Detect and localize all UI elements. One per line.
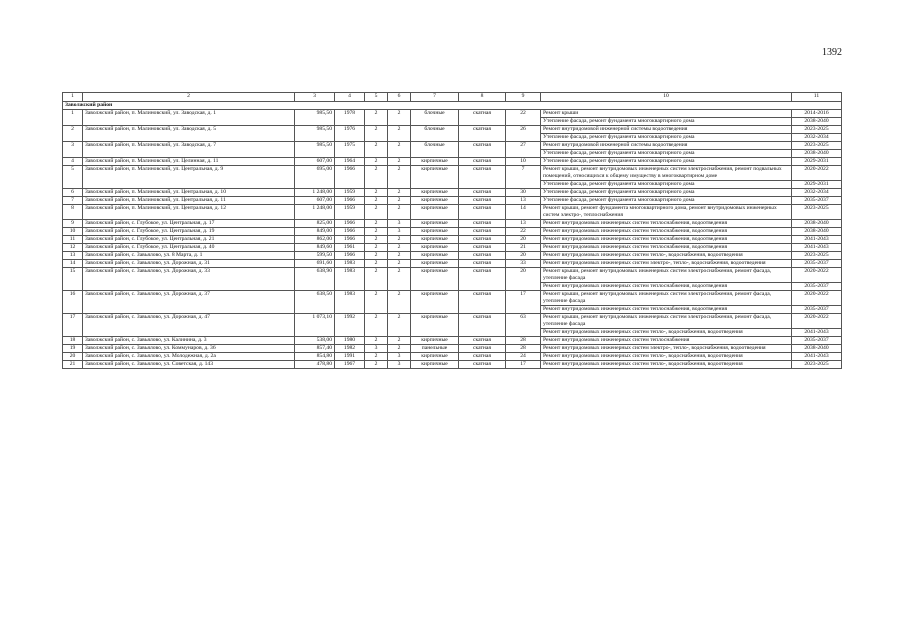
year-built-cell: 1983 [335,268,365,291]
flats-count-cell: 28 [506,345,541,353]
entrances-cell: 2 [388,189,411,197]
entrances-cell: 3 [388,361,411,369]
area-cell: 691,60 [295,260,335,268]
work-period-cell: 2038-2040 [792,118,842,126]
work-description-cell: Ремонт крыши, ремонт внутридомовых инженерных систем электроснабжения, ремонт фасада, утепление фасада [541,268,792,283]
wall-material-cell: кирпичные [411,228,459,236]
address-cell: Заволжский район, с. Глубокое, ул. Центральная, д. 19 [83,228,295,236]
row-number-cell: 10 [63,228,83,236]
work-description-cell: Ремонт внутридомовых инженерных систем электро-, тепло-, водоснабжения, водоотведения [541,260,792,268]
area-cell: 985,50 [295,110,335,126]
wall-material-cell: панельные [411,345,459,353]
roof-type-cell: скатная [459,220,506,228]
area-cell: 985,50 [295,126,335,142]
address-cell: Заволжский район, п. Малиновский, ул. Заводская, д. 5 [83,126,295,142]
year-built-cell: 1966 [335,252,365,260]
floors-cell: 2 [365,158,388,166]
roof-type-cell: скатная [459,236,506,244]
roof-type-cell: скатная [459,260,506,268]
table-row [63,291,842,306]
entrances-cell: 2 [388,142,411,158]
address-cell: Заволжский район, с. Завьялово, ул. Советская, д. 143 [83,361,295,369]
flats-count-cell: 30 [506,189,541,197]
table-row [63,361,842,369]
row-number-cell: 13 [63,252,83,260]
floors-cell: 2 [365,260,388,268]
table-row [63,110,842,118]
address-cell: Заволжский район, с. Завьялово, ул. Молодежная, д. 2а [83,353,295,361]
flats-count-cell: 20 [506,268,541,291]
work-period-cell: 2038-2040 [792,345,842,353]
area-cell: 854,80 [295,353,335,361]
work-period-cell: 2038-2040 [792,220,842,228]
address-cell: Заволжский район, п. Малиновский, ул. Центральная, д. 11 [83,197,295,205]
roof-type-cell: скатная [459,244,506,252]
wall-material-cell: блочные [411,142,459,158]
work-period-cell: 2020-2022 [792,166,842,181]
table-row [63,244,842,252]
flats-count-cell: 33 [506,260,541,268]
year-built-cell: 1959 [335,189,365,197]
work-period-cell: 2035-2037 [792,306,842,314]
column-header-11: 11 [792,93,842,102]
work-period-cell: 2041-2043 [792,353,842,361]
entrances-cell: 2 [388,345,411,353]
entrances-cell: 3 [388,220,411,228]
roof-type-cell: скатная [459,353,506,361]
wall-material-cell: кирпичные [411,291,459,314]
table-body [63,102,842,369]
roof-type-cell: скатная [459,126,506,142]
address-cell: Заволжский район, с. Завьялово, ул. 8 Марта, д. 1 [83,252,295,260]
wall-material-cell: кирпичные [411,314,459,337]
wall-material-cell: кирпичные [411,337,459,345]
year-built-cell: 1980 [335,337,365,345]
work-description-cell: Ремонт внутридомовых инженерных систем теплоснабжения, водоотведения [541,283,792,291]
work-period-cell: 2023-2025 [792,361,842,369]
work-description-cell: Ремонт внутридомовой инженерной системы водоотведения [541,142,792,150]
address-cell: Заволжский район, с. Завьялово, ул. Дорожная, д. 47 [83,314,295,337]
work-period-cell: 2020-2022 [792,314,842,329]
work-period-cell: 2029-2031 [792,158,842,166]
area-cell: 607,00 [295,158,335,166]
year-built-cell: 1966 [335,166,365,189]
district-row [63,102,842,110]
entrances-cell: 2 [388,268,411,291]
flats-count-cell: 13 [506,197,541,205]
wall-material-cell: кирпичные [411,236,459,244]
entrances-cell: 2 [388,197,411,205]
work-description-cell: Утепление фасада, ремонт фундамента многоквартирного дома [541,158,792,166]
column-header-5: 5 [365,93,388,102]
address-cell: Заволжский район, п. Малиновский, ул. Целинная, д. 11 [83,158,295,166]
work-description-cell: Утепление фасада, ремонт фундамента многоквартирного дома [541,150,792,158]
work-description-cell: Утепление фасада, ремонт фундамента многоквартирного дома [541,189,792,197]
table-row [63,337,842,345]
row-number-cell: 7 [63,197,83,205]
address-cell: Заволжский район, с. Завьялово, ул. Дорожная, д. 37 [83,291,295,314]
work-description-cell: Утепление фасада, ремонт фундамента многоквартирного дома [541,118,792,126]
entrances-cell: 3 [388,228,411,236]
wall-material-cell: кирпичные [411,353,459,361]
row-number-cell: 21 [63,361,83,369]
year-built-cell: 1976 [335,126,365,142]
floors-cell: 2 [365,126,388,142]
address-cell: Заволжский район, с. Завьялово, ул. Коммунаров, д. 36 [83,345,295,353]
table-row [63,314,842,329]
work-description-cell: Ремонт внутридомовых инженерных систем тепло-, водоснабжения, водоотведения [541,329,792,337]
work-period-cell: 2014-2016 [792,110,842,118]
row-number-cell: 12 [63,244,83,252]
row-number-cell: 14 [63,260,83,268]
row-number-cell: 5 [63,166,83,189]
work-period-cell: 2023-2025 [792,252,842,260]
table-row [63,228,842,236]
work-period-cell: 2029-2031 [792,181,842,189]
year-built-cell: 1966 [335,228,365,236]
address-cell: Заволжский район, п. Малиновский, ул. Центральная, д. 12 [83,205,295,220]
work-description-cell: Ремонт внутридомовых инженерных систем теплоснабжения, водоотведения [541,236,792,244]
floors-cell: 2 [365,228,388,236]
flats-count-cell: 24 [506,353,541,361]
entrances-cell: 2 [388,166,411,189]
year-built-cell: 1991 [335,353,365,361]
year-built-cell: 1959 [335,205,365,220]
wall-material-cell: кирпичные [411,244,459,252]
area-cell: 638,90 [295,268,335,291]
roof-type-cell: скатная [459,197,506,205]
table-row [63,189,842,197]
floors-cell: 2 [365,252,388,260]
address-cell: Заволжский район, с. Глубокое, ул. Центральная, д. 40 [83,244,295,252]
year-built-cell: 1966 [335,220,365,228]
area-cell: 638,50 [295,291,335,314]
row-number-cell: 2 [63,126,83,142]
work-period-cell: 2035-2037 [792,197,842,205]
year-built-cell: 1966 [335,236,365,244]
wall-material-cell: кирпичные [411,166,459,189]
year-built-cell: 1964 [335,158,365,166]
work-period-cell: 2023-2025 [792,142,842,150]
entrances-cell: 2 [388,236,411,244]
year-built-cell: 1966 [335,197,365,205]
table-row [63,252,842,260]
roof-type-cell: скатная [459,142,506,158]
flats-count-cell: 22 [506,110,541,126]
address-cell: Заволжский район, с. Завьялово, ул. Калинина, д. 3 [83,337,295,345]
entrances-cell: 2 [388,110,411,126]
address-cell: Заволжский район, с. Глубокое, ул. Центральная, д. 17 [83,220,295,228]
wall-material-cell: блочные [411,126,459,142]
work-description-cell: Ремонт внутридомовых инженерных систем тепло-, водоснабжения, водоотведения [541,353,792,361]
work-description-cell: Утепление фасада, ремонт фундамента многоквартирного дома [541,181,792,189]
entrances-cell: 2 [388,158,411,166]
area-cell: 857,40 [295,345,335,353]
address-cell: Заволжский район, п. Малиновский, ул. Заводская, д. 1 [83,110,295,126]
work-period-cell: 2038-2040 [792,228,842,236]
work-description-cell: Утепление фасада, ремонт фундамента многоквартирного дома [541,197,792,205]
work-description-cell: Ремонт крыши, ремонт внутридомовых инженерных систем электроснабжения, ремонт фасада, утепление фасада [541,291,792,306]
row-number-cell: 11 [63,236,83,244]
flats-count-cell: 22 [506,228,541,236]
floors-cell: 2 [365,110,388,126]
floors-cell: 2 [365,291,388,314]
address-cell: Заволжский район, с. Глубокое, ул. Центральная, д. 21 [83,236,295,244]
work-period-cell: 2023-2025 [792,205,842,220]
year-built-cell: 1983 [335,291,365,314]
flats-count-cell: 28 [506,337,541,345]
work-period-cell: 2020-2022 [792,291,842,306]
wall-material-cell: блочные [411,110,459,126]
table-row [63,268,842,283]
year-built-cell: 1967 [335,361,365,369]
year-built-cell: 1961 [335,244,365,252]
entrances-cell: 2 [388,205,411,220]
roof-type-cell: скатная [459,166,506,189]
year-built-cell: 1983 [335,260,365,268]
year-built-cell: 1982 [335,345,365,353]
floors-cell: 2 [365,361,388,369]
area-cell: 478,80 [295,361,335,369]
entrances-cell: 3 [388,353,411,361]
wall-material-cell: кирпичные [411,260,459,268]
wall-material-cell: кирпичные [411,205,459,220]
roof-type-cell: скатная [459,361,506,369]
floors-cell: 3 [365,345,388,353]
year-built-cell: 1992 [335,314,365,337]
address-cell: Заволжский район, с. Завьялово, ул. Дорожная, д. 33 [83,268,295,291]
work-description-cell: Ремонт внутридомовых инженерных систем тепло-, водоснабжения, водоотведения [541,361,792,369]
table-row [63,197,842,205]
work-description-cell: Ремонт внутридомовых инженерных систем теплоснабжения [541,337,792,345]
table-row [63,166,842,181]
entrances-cell: 2 [388,126,411,142]
area-cell: 985,50 [295,142,335,158]
work-period-cell: 2035-2037 [792,260,842,268]
work-description-cell: Ремонт внутридомовых инженерных систем теплоснабжения, водоотведения [541,220,792,228]
wall-material-cell: кирпичные [411,197,459,205]
roof-type-cell: скатная [459,189,506,197]
floors-cell: 2 [365,337,388,345]
wall-material-cell: кирпичные [411,252,459,260]
row-number-cell: 4 [63,158,83,166]
work-description-cell: Ремонт внутридомовых инженерных систем электро-, тепло-, водоснабжения, водоотведения [541,345,792,353]
work-period-cell: 2020-2022 [792,268,842,283]
row-number-cell: 8 [63,205,83,220]
flats-count-cell: 20 [506,236,541,244]
work-period-cell: 2041-2043 [792,236,842,244]
address-cell: Заволжский район, п. Малиновский, ул. Центральная, д. 9 [83,166,295,189]
work-description-cell: Ремонт внутридомовых инженерных систем тепло-, водоснабжения, водоотведения [541,252,792,260]
table-header [63,93,842,102]
address-cell: Заволжский район, п. Малиновский, ул. Заводская, д. 7 [83,142,295,158]
area-cell: 599,50 [295,252,335,260]
area-cell: 849,60 [295,244,335,252]
floors-cell: 2 [365,353,388,361]
roof-type-cell: скатная [459,158,506,166]
roof-type-cell: скатная [459,252,506,260]
row-number-cell: 20 [63,353,83,361]
area-cell: 538,00 [295,337,335,345]
floors-cell: 2 [365,314,388,337]
housing-register-table [62,92,842,369]
row-number-cell: 19 [63,345,83,353]
roof-type-cell: скатная [459,228,506,236]
work-period-cell: 2035-2037 [792,283,842,291]
column-header-9: 9 [506,93,541,102]
table-row [63,260,842,268]
flats-count-cell: 27 [506,142,541,158]
work-period-cell: 2032-2034 [792,134,842,142]
entrances-cell: 2 [388,244,411,252]
work-description-cell: Ремонт внутридомовых инженерных систем теплоснабжения, водоотведения [541,306,792,314]
floors-cell: 2 [365,189,388,197]
area-cell: 607,00 [295,197,335,205]
page-number: 1392 [822,47,842,58]
work-description-cell: Ремонт крыши, ремонт внутридомовых инженерных систем электроснабжения, ремонт подвальных помещений, относящихся к общему имуществу в многоквартирном доме [541,166,792,181]
table-row [63,345,842,353]
work-description-cell: Утепление фасада, ремонт фундамента многоквартирного дома [541,134,792,142]
flats-count-cell: 26 [506,126,541,142]
floors-cell: 2 [365,220,388,228]
flats-count-cell: 21 [506,244,541,252]
column-header-2: 2 [83,93,295,102]
wall-material-cell: кирпичные [411,361,459,369]
entrances-cell: 2 [388,291,411,314]
roof-type-cell: скатная [459,291,506,314]
entrances-cell: 2 [388,337,411,345]
floors-cell: 2 [365,236,388,244]
work-description-cell: Ремонт внутридомовой инженерной системы водоотведения [541,126,792,134]
floors-cell: 2 [365,205,388,220]
work-description-cell: Ремонт крыши, ремонт внутридомовых инженерных систем электроснабжения, ремонт фасада, утепление фасада [541,314,792,329]
roof-type-cell: скатная [459,314,506,337]
wall-material-cell: кирпичные [411,158,459,166]
table-row [63,142,842,150]
work-description-cell: Ремонт крыши, ремонт фундамента многоквартирного дома, ремонт внутридомовых инженерных систем электро-, теплоснабжения [541,205,792,220]
table-row [63,220,842,228]
area-cell: 825,00 [295,220,335,228]
floors-cell: 2 [365,244,388,252]
row-number-cell: 15 [63,268,83,291]
table-row [63,205,842,220]
work-description-cell: Ремонт крыши [541,110,792,118]
table-row [63,158,842,166]
floors-cell: 2 [365,142,388,158]
entrances-cell: 2 [388,252,411,260]
flats-count-cell: 14 [506,205,541,220]
table-row [63,126,842,134]
year-built-cell: 1975 [335,142,365,158]
column-header-7: 7 [411,93,459,102]
wall-material-cell: кирпичные [411,268,459,291]
row-number-cell: 17 [63,314,83,337]
table-row [63,236,842,244]
wall-material-cell: кирпичные [411,189,459,197]
row-number-cell: 6 [63,189,83,197]
flats-count-cell: 63 [506,314,541,337]
roof-type-cell: скатная [459,268,506,291]
work-description-cell: Ремонт внутридомовых инженерных систем теплоснабжения, водоотведения [541,244,792,252]
work-period-cell: 2038-2040 [792,150,842,158]
column-header-10: 10 [541,93,792,102]
area-cell: 849,00 [295,228,335,236]
header-row [63,93,842,102]
row-number-cell: 18 [63,337,83,345]
work-description-cell: Ремонт внутридомовых инженерных систем теплоснабжения, водоотведения [541,228,792,236]
area-cell: 1 248,00 [295,205,335,220]
table-row [63,353,842,361]
flats-count-cell: 10 [506,158,541,166]
column-header-4: 4 [335,93,365,102]
district-name: Заволжский район [63,102,842,110]
flats-count-cell: 20 [506,252,541,260]
flats-count-cell: 7 [506,166,541,189]
column-header-3: 3 [295,93,335,102]
roof-type-cell: скатная [459,205,506,220]
column-header-8: 8 [459,93,506,102]
work-period-cell: 2041-2043 [792,329,842,337]
area-cell: 1 073,10 [295,314,335,337]
work-period-cell: 2041-2043 [792,244,842,252]
area-cell: 862,00 [295,236,335,244]
area-cell: 1 248,00 [295,189,335,197]
floors-cell: 2 [365,166,388,189]
row-number-cell: 9 [63,220,83,228]
column-header-6: 6 [388,93,411,102]
roof-type-cell: скатная [459,337,506,345]
floors-cell: 2 [365,268,388,291]
roof-type-cell: скатная [459,345,506,353]
entrances-cell: 2 [388,260,411,268]
work-period-cell: 2023-2025 [792,126,842,134]
wall-material-cell: кирпичные [411,220,459,228]
column-header-1: 1 [63,93,83,102]
floors-cell: 2 [365,197,388,205]
work-period-cell: 2035-2037 [792,337,842,345]
row-number-cell: 1 [63,110,83,126]
year-built-cell: 1978 [335,110,365,126]
work-period-cell: 2032-2034 [792,189,842,197]
flats-count-cell: 17 [506,291,541,314]
address-cell: Заволжский район, с. Завьялово, ул. Дорожная, д. 31 [83,260,295,268]
address-cell: Заволжский район, п. Малиновский, ул. Центральная, д. 10 [83,189,295,197]
row-number-cell: 16 [63,291,83,314]
flats-count-cell: 13 [506,220,541,228]
flats-count-cell: 17 [506,361,541,369]
area-cell: 695,00 [295,166,335,189]
roof-type-cell: скатная [459,110,506,126]
row-number-cell: 3 [63,142,83,158]
entrances-cell: 2 [388,314,411,337]
